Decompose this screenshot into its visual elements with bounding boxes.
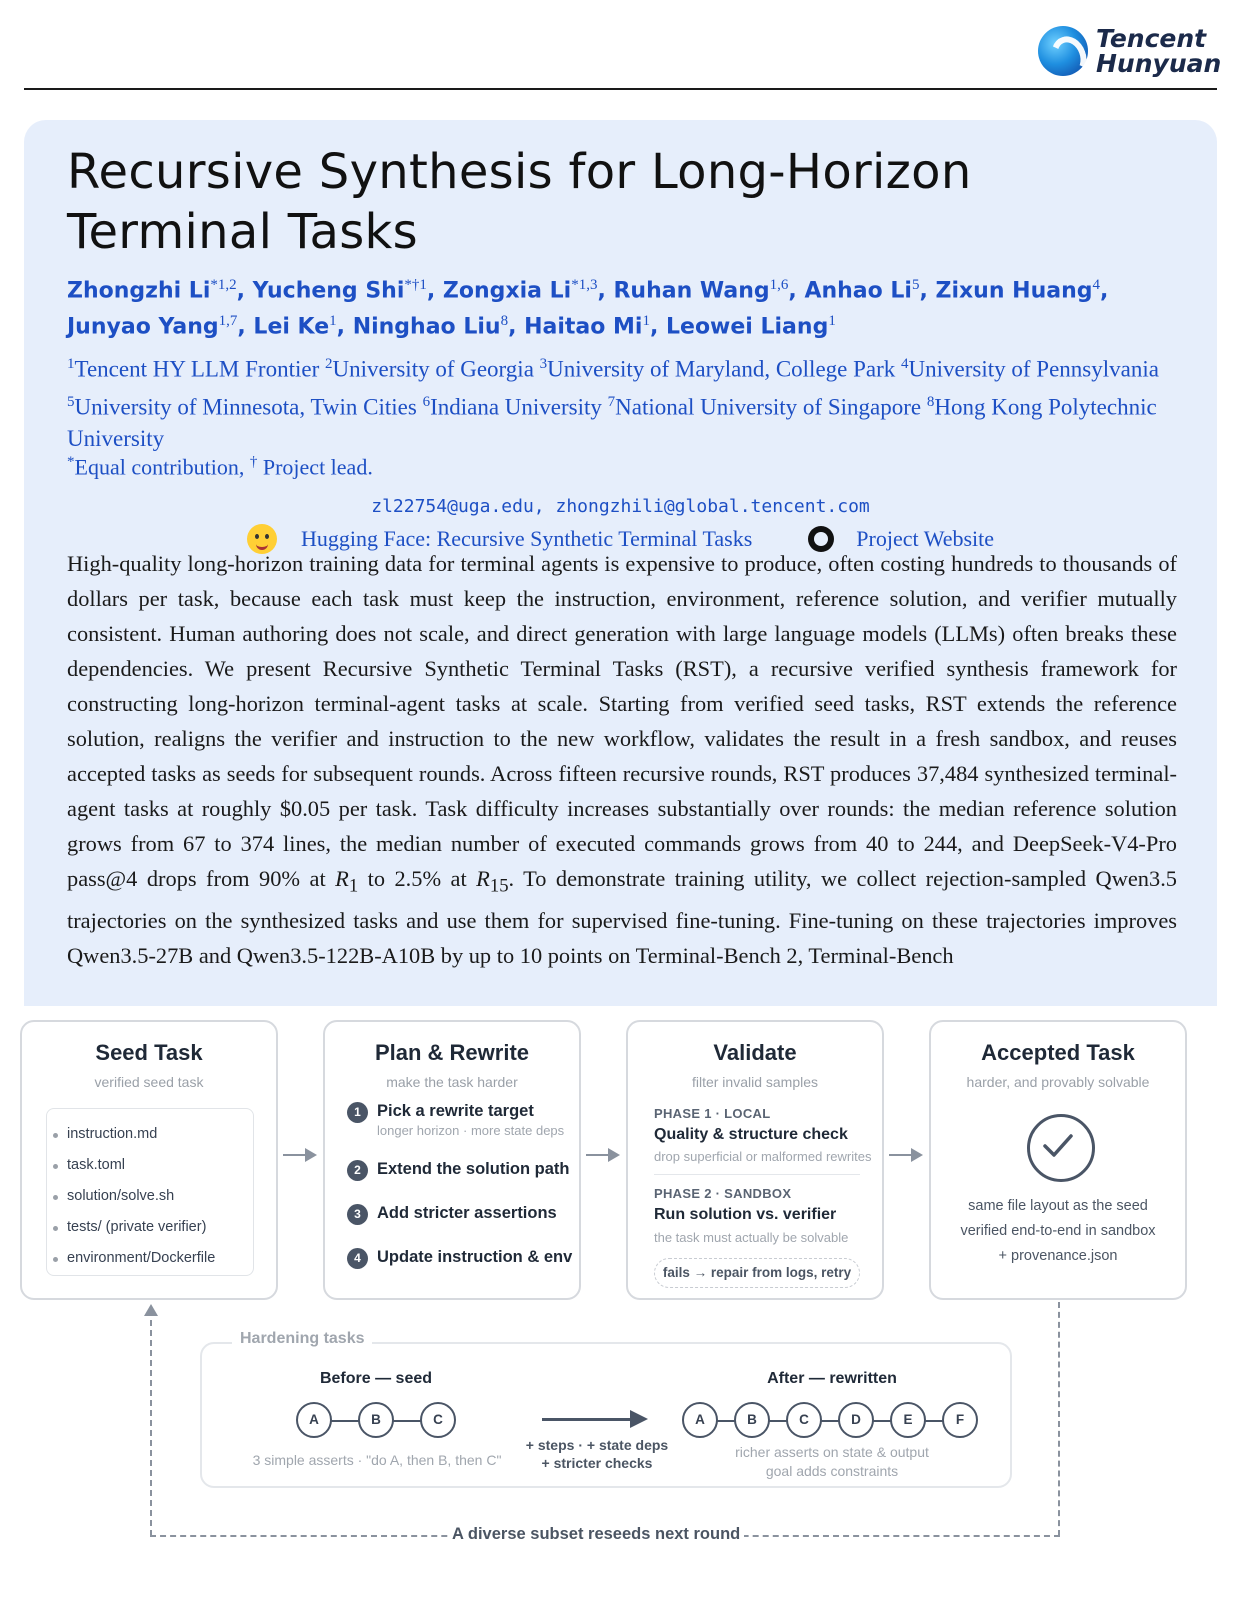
affiliation-mark: 8 — [926, 393, 935, 410]
phase-note: the task must actually be solvable — [654, 1230, 849, 1245]
author-name: Lei Ke — [253, 314, 330, 340]
phase-title: Run solution vs. verifier — [654, 1206, 837, 1223]
hugging-face-link[interactable]: Hugging Face: Recursive Synthetic Terminal Tasks — [300, 526, 753, 551]
author-affiliation-mark: 1 — [642, 313, 650, 330]
card-title: Seed Task — [95, 1040, 203, 1065]
step-node: C — [420, 1402, 456, 1438]
file-item: instruction.md — [67, 1126, 158, 1142]
step-number: 2 — [347, 1160, 368, 1181]
retry-pill: fails → repair from logs, retry — [654, 1258, 860, 1288]
card-title: Plan & Rewrite — [374, 1040, 530, 1065]
reseed-label: A diverse subset reseeds next round — [448, 1525, 744, 1544]
flow-arrow — [889, 1154, 919, 1156]
card-subtitle: harder, and provably solvable — [966, 1074, 1150, 1090]
author-affiliation-mark: 1 — [329, 313, 337, 330]
author-affiliation-mark: 8 — [500, 313, 509, 330]
check-icon — [1027, 1114, 1095, 1182]
pipeline-figure — [0, 1006, 1242, 1620]
author-name: Zhongzhi Li — [67, 278, 211, 304]
step-node: F — [942, 1402, 978, 1438]
affiliation-name: Tencent HY LLM Frontier — [74, 356, 320, 382]
file-item: task.toml — [67, 1157, 126, 1173]
hunyuan-logo-icon — [1038, 26, 1088, 76]
step-node: C — [786, 1402, 822, 1438]
hardening-tasks-box — [200, 1330, 1012, 1488]
step-number: 1 — [347, 1102, 368, 1123]
file-item: environment/Dockerfile — [67, 1250, 216, 1266]
plan-step: 4 Update instruction & env — [347, 1248, 572, 1267]
affiliation-mark: 2 — [324, 356, 333, 372]
affiliation-name: Indiana University — [430, 394, 602, 420]
author-affiliation-mark: 5 — [911, 277, 920, 293]
card-subtitle: filter invalid samples — [691, 1074, 819, 1090]
affiliation-mark: 1 — [67, 356, 75, 372]
step-node: B — [358, 1402, 394, 1438]
affiliation-name: University of Minnesota, Twin Cities — [74, 394, 417, 420]
author-affiliation-mark: 1,6 — [769, 277, 789, 293]
author-affiliation-mark: *1,3 — [571, 277, 598, 293]
file-item: solution/solve.sh — [67, 1188, 175, 1204]
affiliation-name: Hong Kong Polytechnic University — [67, 394, 1157, 452]
phase-note: drop superficial or malformed rewrites — [654, 1149, 872, 1164]
step-node: A — [682, 1402, 718, 1438]
contribution-note: *Equal contribution, † Project lead. — [67, 454, 373, 480]
author-affiliation-mark: 1,7 — [218, 313, 238, 330]
after-title: After — rewritten — [767, 1370, 897, 1387]
affiliation-name: University of Georgia — [332, 356, 534, 382]
accepted-note: same file layout as the seed — [968, 1198, 1148, 1214]
author-affiliation-mark: *†1 — [404, 277, 427, 293]
tencent-hunyuan-logo — [1038, 26, 1221, 76]
step-number: 3 — [347, 1204, 368, 1225]
author-name: Zixun Huang — [935, 278, 1093, 304]
author-affiliation-mark: *1,2 — [210, 277, 237, 293]
author-name: Junyao Yang — [67, 314, 219, 340]
affiliation-mark: 3 — [539, 356, 548, 372]
reseed-loop-line — [1058, 1302, 1060, 1536]
project-website-link[interactable]: Project Website — [856, 526, 995, 551]
author-name: Ruhan Wang — [613, 278, 770, 304]
plan-rewrite-card — [323, 1020, 581, 1300]
author-affiliation-mark: 4 — [1092, 277, 1100, 293]
phase-label: PHASE 1 · LOCAL — [654, 1106, 771, 1121]
step-node: A — [296, 1402, 332, 1438]
header-rule — [24, 88, 1217, 90]
step-node: D — [838, 1402, 874, 1438]
author-name: Ninghao Liu — [352, 314, 501, 340]
seed-task-card — [20, 1020, 278, 1300]
accepted-note: verified end-to-end in sandbox — [960, 1223, 1156, 1239]
author-affiliation-mark: 1 — [828, 313, 836, 330]
logo-text: Tencent Hunyuan — [1096, 24, 1222, 78]
author-name: Anhao Li — [804, 278, 912, 304]
card-subtitle: verified seed task — [94, 1074, 204, 1090]
after-note: richer asserts on state & output — [735, 1444, 929, 1460]
phase-title: Quality & structure check — [654, 1126, 848, 1143]
plan-step: 1 Pick a rewrite target longer horizon · more state deps — [347, 1102, 564, 1138]
affiliation-list — [67, 348, 1187, 455]
after-note: goal adds constraints — [765, 1463, 899, 1479]
hardening-label: Hardening tasks — [232, 1330, 372, 1348]
affiliation-mark: 7 — [607, 393, 616, 410]
card-title: Validate — [713, 1040, 797, 1065]
paper-title: Recursive Synthesis for Long-Horizon Terminal Tasks — [67, 144, 972, 260]
plan-step: 2 Extend the solution path — [347, 1160, 570, 1179]
author-name: Haitao Mi — [524, 314, 643, 340]
hardening-arrow — [542, 1418, 642, 1421]
card-subtitle: make the task harder — [386, 1074, 518, 1090]
phase-divider — [654, 1174, 860, 1175]
hardening-middle-note: + steps · + state deps + stricter checks — [525, 1437, 669, 1471]
flow-arrow — [586, 1154, 616, 1156]
step-number: 4 — [347, 1248, 368, 1269]
affiliation-name: National University of Singapore — [615, 394, 922, 420]
card-title: Accepted Task — [981, 1040, 1135, 1065]
abstract-panel — [24, 120, 1217, 1040]
affiliation-mark: 4 — [901, 356, 909, 372]
author-name: Zongxia Li — [442, 278, 572, 304]
contact-emails[interactable]: zl22754@uga.edu, zhongzhili@global.tencent.com — [371, 496, 870, 517]
step-node: E — [890, 1402, 926, 1438]
affiliation-mark: 6 — [422, 393, 431, 410]
accepted-note: + provenance.json — [998, 1248, 1118, 1264]
author-name: Yucheng Shi — [252, 278, 405, 304]
reseed-loop-arrow-up — [150, 1310, 152, 1536]
affiliation-name: University of Maryland, College Park — [547, 356, 896, 382]
abstract-text: High-quality long-horizon training data for terminal agents is expensive to produce, often costing hundreds to thousands of dollars per task, because each task must keep the instruction, environment, reference solution, and verifier mutually consistent. Human authoring does not scale, and direct generation with large language models (LLMs) often breaks these dependencies. We present Recursive Synthetic Terminal Tasks (RST), a recursive verified synthesis framework for constructing long-horizon terminal-agent tasks at scale. Starting from verified seed tasks, RST extends the reference solution, realigns the verifier and instruction to the new workflow, validates the result in a fresh sandbox, and reuses accepted tasks as seeds for subsequent rounds. Across fifteen recursive rounds, RST produces 37,484 synthesized terminal-agent tasks at roughly $0.05 per task. Task difficulty increases substantially over rounds: the median reference solution grows from 67 to 374 lines, the median number of executed commands grows from 40 to 244, and DeepSeek-V4-Pro pass@4 drops from 90% at $R_1$ to 2.5% at $R_{15}$. To demonstrate training utility, we collect rejection-sampled Qwen3.5 trajectories on the synthesized tasks and use them for supervised fine-tuning. Fine-tuning on these trajectories improves Qwen3.5-27B and Qwen3.5-122B-A10B by up to 10 points on Terminal-Bench 2, Terminal-Bench — [67, 551, 1177, 969]
validate-card — [626, 1020, 884, 1300]
before-note: 3 simple asserts · "do A, then B, then C" — [252, 1452, 502, 1468]
phase-label: PHASE 2 · SANDBOX — [654, 1186, 792, 1201]
flow-arrow — [283, 1154, 313, 1156]
affiliation-name: University of Pennsylvania — [908, 356, 1159, 382]
accepted-task-card — [929, 1020, 1187, 1300]
author-list: Zhongzhi Li$^{*1,2}$, Yucheng Shi$^{*\dagger 1}$, Zongxia Li$^{*1,3}$, Ruhan Wang$^{1,6}$, Anhao Li$^5$, Zixun Huang$^4$, Junyao Yang$^{1,7}$, Lei Ke$^1$, Ninghao Liu$^8$, Haitao Mi$^1$, Leowei Liang$^1$ — [67, 277, 1109, 340]
before-title: Before — seed — [319, 1370, 433, 1387]
file-item: tests/ (private verifier) — [67, 1219, 207, 1235]
author-name: Leowei Liang — [666, 314, 829, 340]
plan-step: 3 Add stricter assertions — [347, 1204, 557, 1223]
step-node: B — [734, 1402, 770, 1438]
affiliation-mark: 5 — [67, 393, 75, 410]
seed-file-list — [46, 1108, 254, 1276]
